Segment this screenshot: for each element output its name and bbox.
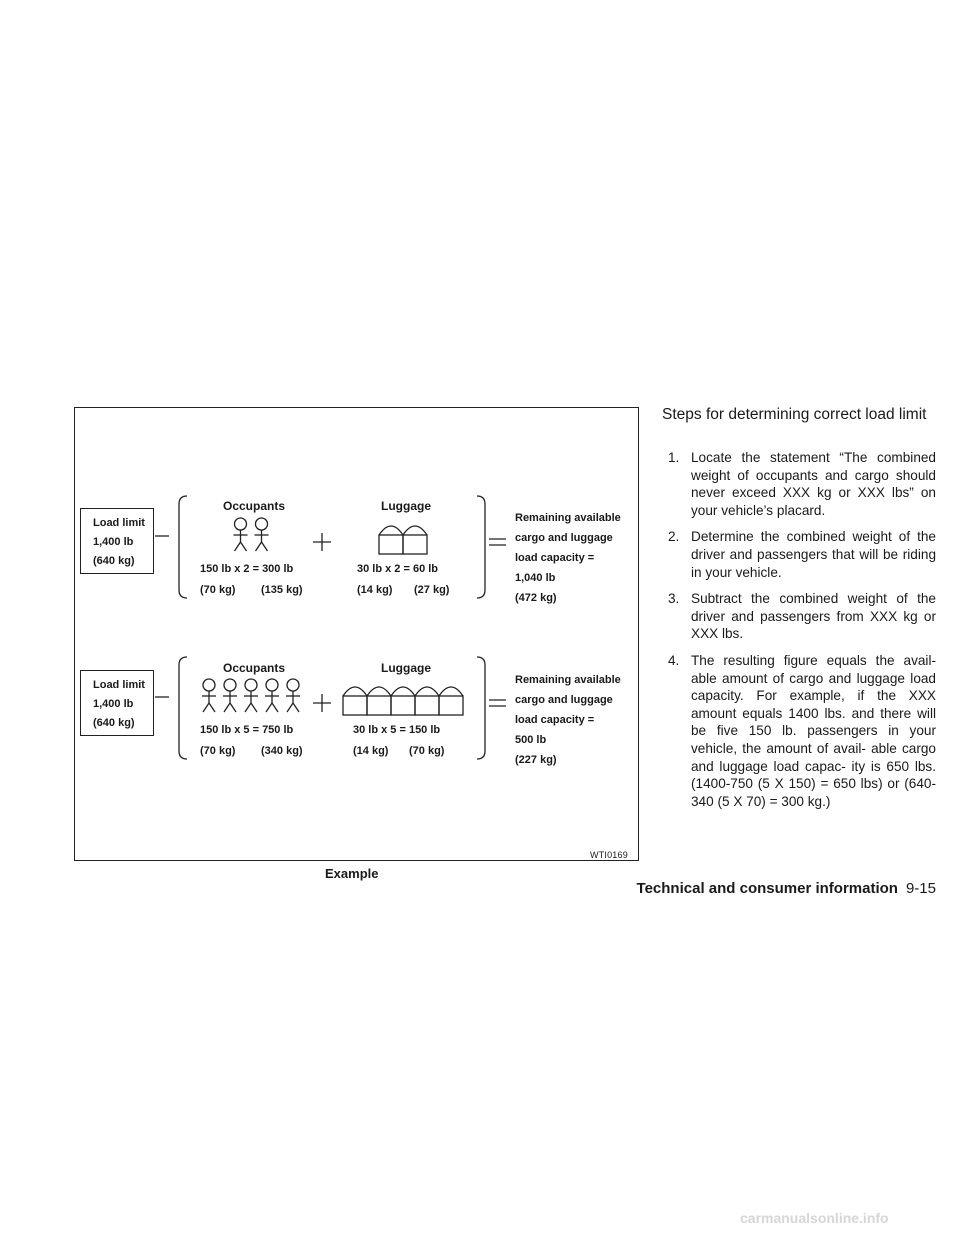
footer-section-title: Technical and consumer information: [636, 880, 898, 897]
luggage-handle: [403, 526, 427, 535]
watermark-bar: [0, 1196, 960, 1242]
luggage-handle: [379, 526, 403, 535]
luggage-handle: [343, 687, 367, 696]
step-item: [662, 652, 936, 810]
step-number: 3.: [668, 591, 680, 607]
luggage-icon: [391, 696, 415, 715]
step-item: [662, 449, 936, 519]
luggage-kg-each: (14 kg): [357, 584, 393, 596]
page-footer: [637, 880, 936, 897]
person-icon: [255, 518, 269, 551]
person-icon: [265, 679, 279, 712]
occupants-kg-each: (70 kg): [200, 745, 236, 757]
step-item: [662, 590, 936, 643]
luggage-handle: [367, 687, 391, 696]
occupants-kg-total: (135 kg): [261, 584, 303, 596]
luggage-equation: 30 lb x 2 = 60 lb: [357, 563, 439, 575]
result-line-2: cargo and luggage: [515, 694, 613, 706]
person-icon: [202, 679, 216, 712]
step-text: Locate the statement “The combined weight of occupants and cargo should never exceed XXX kg or XXX lbs” on your vehicle’s placard.: [691, 450, 936, 518]
luggage-equation: 30 lb x 5 = 150 lb: [353, 724, 441, 736]
load-limit-lb: 1,400 lb: [93, 698, 134, 710]
occupants-label: Occupants: [223, 661, 286, 675]
result-line-4: 500 lb: [515, 734, 547, 746]
step-number: 2.: [668, 529, 680, 545]
left-bracket: [179, 496, 187, 598]
person-icon: [234, 518, 248, 551]
result-line-1: Remaining available: [515, 512, 621, 524]
figure-code: WTI0169: [590, 850, 628, 860]
watermark-text: carmanualsonline.info: [740, 1210, 889, 1226]
left-bracket: [179, 657, 187, 759]
step-text: Determine the combined weight of the driver and passengers that will be riding in your vehicle.: [691, 529, 936, 580]
person-icon: [244, 679, 258, 712]
load-limit-kg: (640 kg): [93, 555, 135, 567]
luggage-kg-each: (14 kg): [353, 745, 389, 757]
page-number: 9-15: [905, 880, 936, 897]
step-number: 1.: [668, 450, 680, 465]
result-line-3: load capacity =: [515, 714, 595, 726]
occupants-equation: 150 lb x 2 = 300 lb: [200, 563, 294, 575]
right-bracket: [477, 496, 485, 598]
luggage-icon: [415, 696, 439, 715]
load-limit-box: [80, 670, 154, 736]
load-limit-box: [80, 508, 154, 574]
occupants-kg-total: (340 kg): [261, 745, 303, 757]
step-text: The resulting figure equals the avail- able amount of cargo and luggage load capacity. For example, if the XXX amount equals 1400 lbs. and there will be five 150 lb. passengers in your vehicle, the amount of avail- able cargo and luggage load capac- ity is 650 lbs. (1400-750 (5 X 150) = 650 lbs) or (640-340 (5 X 70) = 300 kg.): [691, 652, 936, 809]
load-limit-figure: [74, 407, 639, 861]
person-icon: [286, 679, 300, 712]
figure-caption: Example: [325, 866, 379, 881]
luggage-icon: [343, 696, 367, 715]
result-line-2: cargo and luggage: [515, 532, 613, 544]
luggage-icon: [439, 696, 463, 715]
steps-list: [662, 449, 936, 819]
step-number: 4.: [668, 652, 680, 668]
luggage-icon: [403, 535, 427, 554]
luggage-icon: [367, 696, 391, 715]
result-line-3: load capacity =: [515, 552, 595, 564]
step-text: Subtract the combined weight of the driver and passengers from XXX kg or XXX lbs.: [691, 591, 936, 642]
result-line-4: 1,040 lb: [515, 572, 556, 584]
result-line-1: Remaining available: [515, 674, 621, 686]
load-limit-lb: 1,400 lb: [93, 536, 134, 548]
person-icon: [223, 679, 237, 712]
right-bracket: [477, 657, 485, 759]
step-item: [662, 528, 936, 581]
figure-drawing: [75, 408, 640, 862]
load-limit-kg: (640 kg): [93, 717, 135, 729]
load-limit-label: Load limit: [93, 679, 145, 691]
load-limit-label: Load limit: [93, 517, 145, 529]
result-line-5: (227 kg): [515, 754, 557, 766]
occupants-equation: 150 lb x 5 = 750 lb: [200, 724, 294, 736]
luggage-label: Luggage: [381, 499, 431, 513]
luggage-icon: [379, 535, 403, 554]
luggage-handle: [415, 687, 439, 696]
luggage-handle: [391, 687, 415, 696]
luggage-handle: [439, 687, 463, 696]
luggage-kg-total: (27 kg): [414, 584, 450, 596]
luggage-kg-total: (70 kg): [409, 745, 445, 757]
occupants-label: Occupants: [223, 499, 286, 513]
result-line-5: (472 kg): [515, 592, 557, 604]
luggage-label: Luggage: [381, 661, 431, 675]
steps-heading: Steps for determining correct load limit: [662, 406, 927, 423]
occupants-kg-each: (70 kg): [200, 584, 236, 596]
